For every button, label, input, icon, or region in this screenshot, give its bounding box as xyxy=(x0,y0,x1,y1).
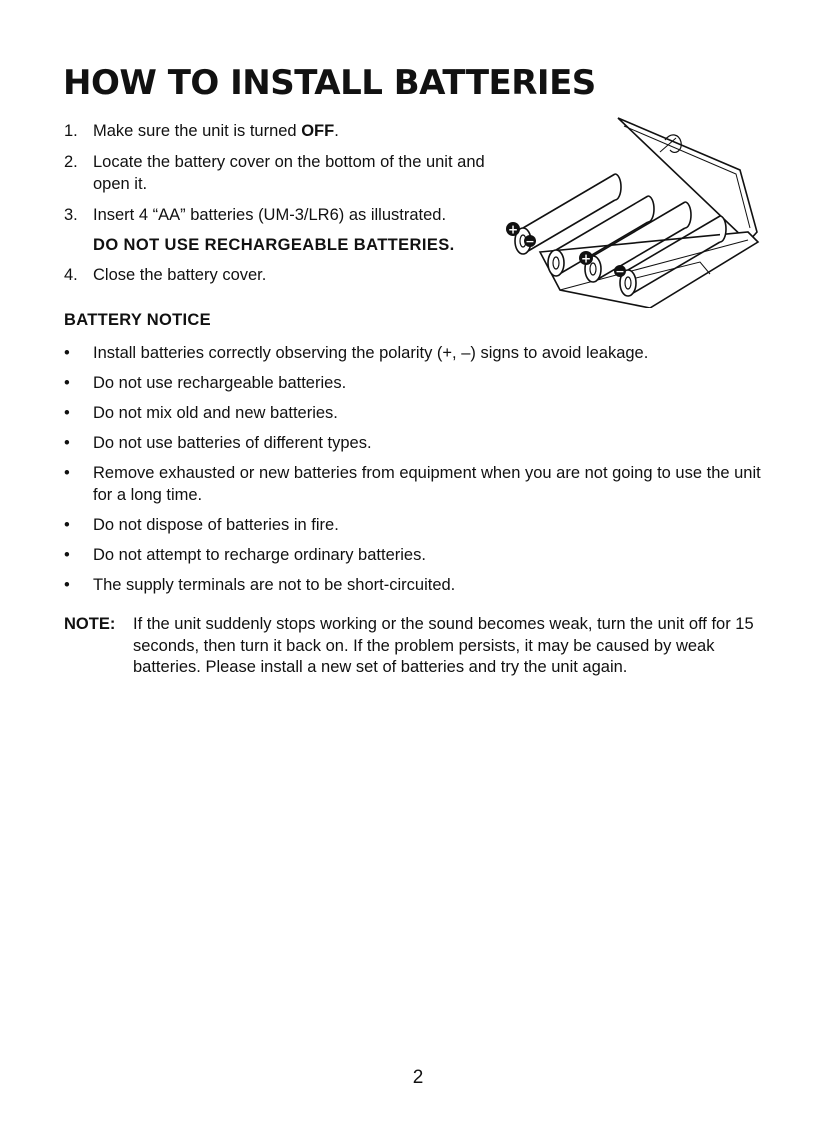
minus-terminal-icon xyxy=(614,265,626,278)
notice-text: Remove exhausted or new batteries from equipment when you are not going to use the unit for a long time. xyxy=(93,464,761,504)
notice-text: Do not dispose of batteries in fire. xyxy=(93,516,339,534)
page-number: 2 xyxy=(412,1067,424,1088)
notice-text: Install batteries correctly observing the polarity (+, –) signs to avoid leakage. xyxy=(93,344,649,362)
bullet-icon: • xyxy=(64,576,70,594)
notice-text: Do not use rechargeable batteries. xyxy=(93,374,347,392)
plus-terminal-icon xyxy=(506,222,520,237)
battery-notice-heading: BATTERY NOTICE xyxy=(64,311,211,329)
svg-text:+: + xyxy=(580,251,592,266)
plus-terminal-icon xyxy=(579,251,593,266)
note-label: NOTE: xyxy=(64,615,116,633)
battery-tray xyxy=(540,232,758,308)
bullet-icon: • xyxy=(64,546,70,564)
list-item xyxy=(64,372,764,394)
step-number: 4. xyxy=(64,266,78,284)
note-text: If the unit suddenly stops working or the sound becomes weak, turn the unit off for 15 seconds, then turn it back on. If the problem persists, it may be caused by weak batteries. Please install a new set of batteries and try the unit again. xyxy=(133,615,754,676)
bullet-icon: • xyxy=(64,374,70,392)
battery-compartment-illustration xyxy=(500,112,765,308)
notice-text: Do not use batteries of different types. xyxy=(93,434,372,452)
svg-text:+: + xyxy=(507,222,519,237)
list-item xyxy=(64,544,764,566)
notice-text: The supply terminals are not to be short-circuited. xyxy=(93,576,456,594)
notice-text: Do not mix old and new batteries. xyxy=(93,404,338,422)
svg-text:−: − xyxy=(615,265,625,278)
step-2 xyxy=(64,151,504,195)
step-3 xyxy=(64,204,504,256)
list-item xyxy=(64,514,764,536)
svg-text:−: − xyxy=(525,235,535,248)
notice-text: Do not attempt to recharge ordinary batteries. xyxy=(93,546,426,564)
bullet-icon: • xyxy=(64,434,70,452)
step-text: Make sure the unit is turned xyxy=(93,122,302,140)
step-text-end: . xyxy=(334,122,339,140)
list-item xyxy=(64,432,764,454)
bullet-icon: • xyxy=(64,464,70,482)
step-text: Locate the battery cover on the bottom of the unit and open it. xyxy=(93,153,485,193)
bullet-icon: • xyxy=(64,516,70,534)
page-title: HOW TO INSTALL BATTERIES xyxy=(63,63,596,103)
install-steps xyxy=(64,120,504,286)
note-block xyxy=(64,614,764,679)
minus-terminal-icon xyxy=(524,235,536,248)
bullet-icon: • xyxy=(64,404,70,422)
step-bold-text: OFF xyxy=(301,122,335,140)
step-number: 1. xyxy=(64,122,78,140)
step-number: 3. xyxy=(64,206,78,224)
list-item xyxy=(64,402,764,424)
bullet-icon: • xyxy=(64,344,70,362)
step-text: Insert 4 “AA” batteries (UM-3/LR6) as illustrated. xyxy=(93,206,447,224)
rechargeable-warning: DO NOT USE RECHARGEABLE BATTERIES. xyxy=(93,236,455,254)
step-1 xyxy=(64,120,504,142)
battery-notice-list xyxy=(64,342,764,604)
step-4 xyxy=(64,264,504,286)
list-item xyxy=(64,342,764,364)
step-number: 2. xyxy=(64,153,78,171)
step-text: Close the battery cover. xyxy=(93,266,267,284)
list-item xyxy=(64,574,764,596)
list-item xyxy=(64,462,764,506)
